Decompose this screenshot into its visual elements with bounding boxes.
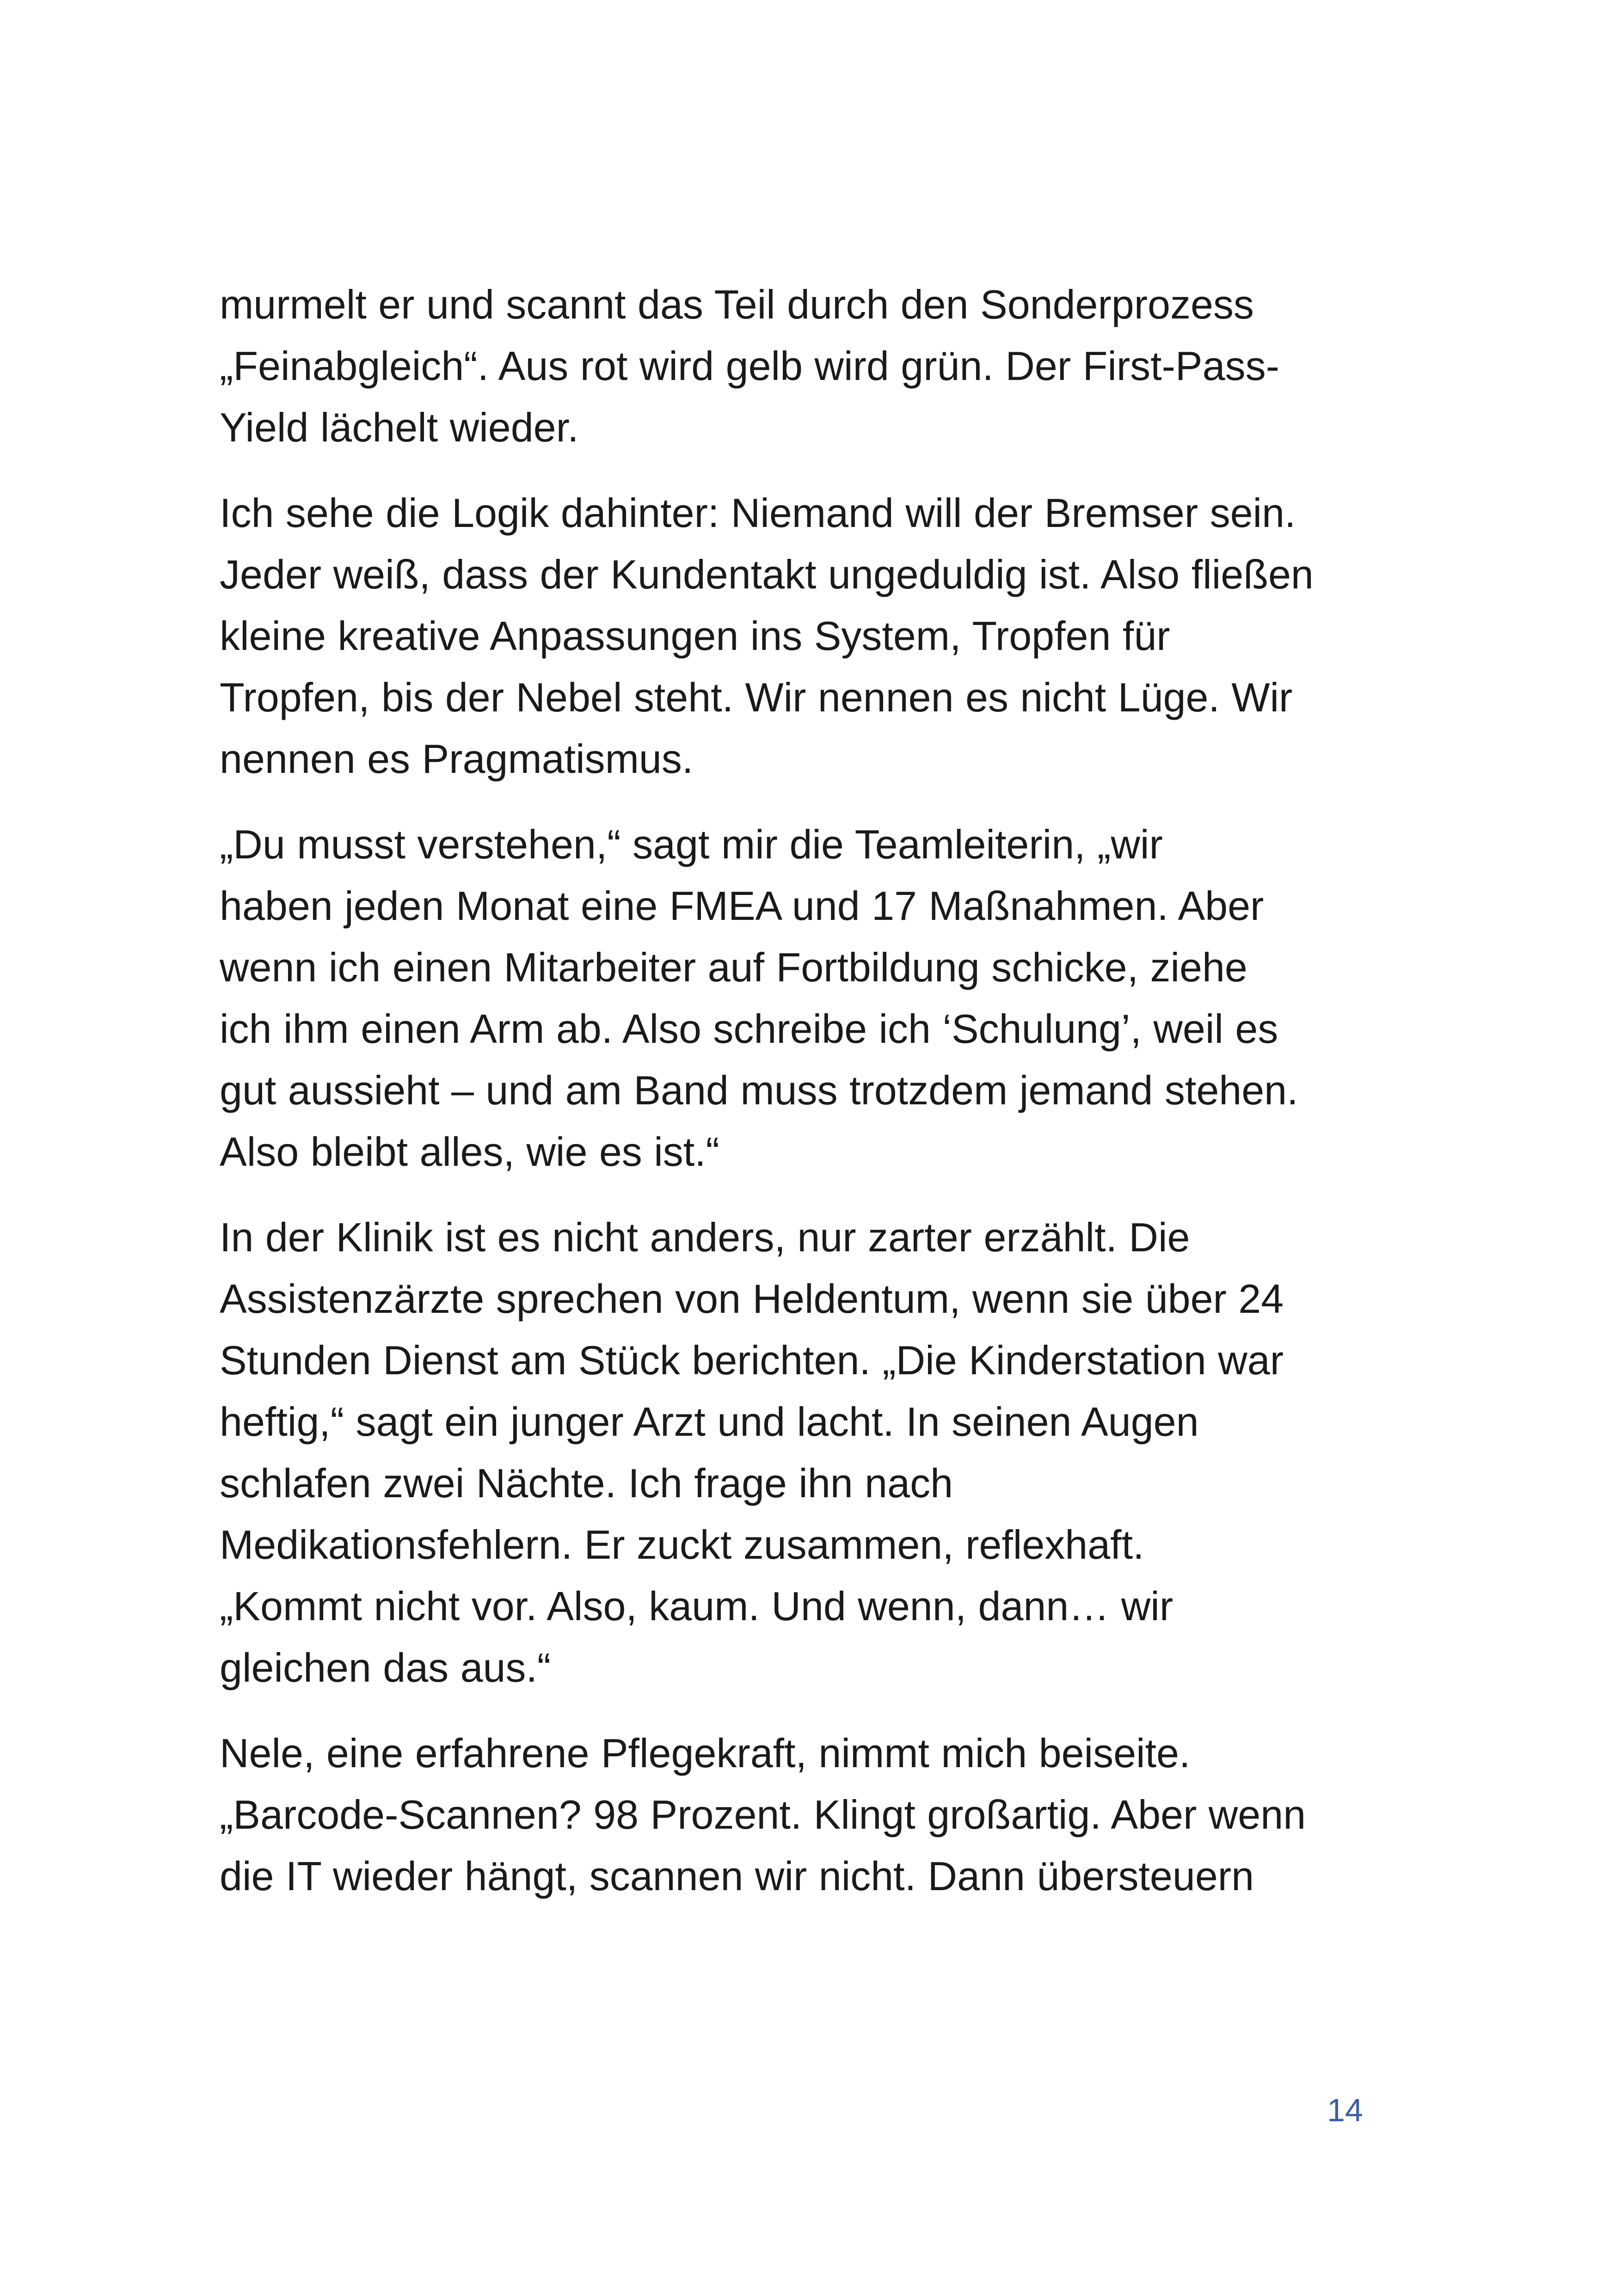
text-line: schlafen zwei Nächte. Ich frage ihn nach: [220, 1460, 953, 1506]
text-line: nennen es Pragmatismus.: [220, 736, 694, 782]
text-line: Nele, eine erfahrene Pflegekraft, nimmt mich beiseite.: [220, 1730, 1191, 1776]
paragraph-3: [220, 814, 1366, 1182]
page-body: [220, 274, 1366, 1931]
text-line: Also bleibt alles, wie es ist.“: [220, 1129, 719, 1175]
text-line: gut aussieht – und am Band muss trotzdem jemand stehen.: [220, 1067, 1298, 1113]
paragraph-2: [220, 482, 1366, 790]
text-line: wenn ich einen Mitarbeiter auf Fortbildung schicke, ziehe: [220, 944, 1247, 990]
text-line: Stunden Dienst am Stück berichten. „Die Kinderstation war: [220, 1337, 1284, 1383]
text-line: murmelt er und scannt das Teil durch den Sonderprozess: [220, 282, 1254, 327]
text-line: kleine kreative Anpassungen ins System, Tropfen für: [220, 613, 1170, 659]
text-line: ich ihm einen Arm ab. Also schreibe ich ‘Schulung’, weil es: [220, 1006, 1278, 1052]
text-line: „Du musst verstehen,“ sagt mir die Teamleiterin, „wir: [220, 821, 1163, 867]
text-line: Tropfen, bis der Nebel steht. Wir nennen es nicht Lüge. Wir: [220, 674, 1293, 720]
text-line: Assistenzärzte sprechen von Heldentum, wenn sie über 24: [220, 1276, 1284, 1322]
paragraph-4: [220, 1206, 1366, 1698]
text-line: „Barcode-Scannen? 98 Prozent. Klingt großartig. Aber wenn: [220, 1792, 1306, 1837]
text-line: gleichen das aus.“: [220, 1645, 551, 1690]
text-line: Medikationsfehlern. Er zuckt zusammen, reflexhaft.: [220, 1522, 1144, 1567]
text-line: „Kommt nicht vor. Also, kaum. Und wenn, dann… wir: [220, 1583, 1173, 1629]
paragraph-1: [220, 274, 1366, 458]
text-line: haben jeden Monat eine FMEA und 17 Maßnahmen. Aber: [220, 883, 1264, 929]
text-line: heftig,“ sagt ein junger Arzt und lacht. In seinen Augen: [220, 1399, 1199, 1445]
text-line: Yield lächelt wieder.: [220, 404, 579, 450]
paragraph-5: [220, 1722, 1366, 1907]
page-number: 14: [1327, 2092, 1363, 2128]
text-line: „Feinabgleich“. Aus rot wird gelb wird grün. Der First-Pass-: [220, 343, 1279, 389]
text-line: Ich sehe die Logik dahinter: Niemand will der Bremser sein.: [220, 490, 1296, 536]
text-line: Jeder weiß, dass der Kundentakt ungeduldig ist. Also fließen: [220, 551, 1314, 597]
text-line: die IT wieder hängt, scannen wir nicht. Dann übersteuern: [220, 1853, 1254, 1899]
text-line: In der Klinik ist es nicht anders, nur zarter erzählt. Die: [220, 1214, 1190, 1260]
